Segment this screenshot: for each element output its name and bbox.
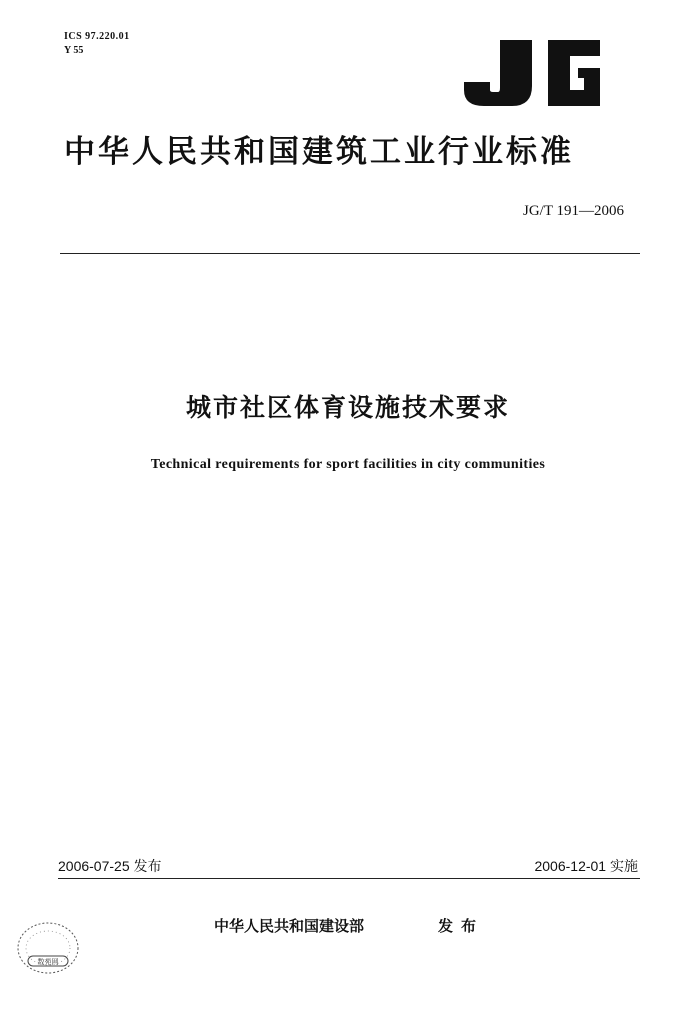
stamp-icon — [14, 918, 82, 978]
ccs-code: Y 55 — [64, 45, 84, 56]
header-divider — [60, 253, 640, 254]
implementation-date: 2006-12-01 实施 — [534, 858, 638, 874]
ics-code: ICS 97.220.01 — [64, 31, 130, 42]
standard-category-title: 中华人民共和国建筑工业行业标准 — [64, 134, 574, 170]
english-title: Technical requirements for sport facilities in city communities — [150, 457, 546, 472]
svg-text:数苑网: 数苑网 — [37, 958, 59, 966]
chinese-title: 城市社区体育设施技术要求 — [185, 393, 510, 422]
jg-logo — [460, 40, 602, 108]
issue-date: 2006-07-25 发布 — [58, 858, 162, 874]
issuing-authority: 中华人民共和国建设部 — [214, 917, 365, 935]
issue-label: 发布 — [438, 917, 485, 935]
footer-divider — [58, 878, 640, 879]
standard-number: JG/T 191—2006 — [523, 203, 624, 219]
